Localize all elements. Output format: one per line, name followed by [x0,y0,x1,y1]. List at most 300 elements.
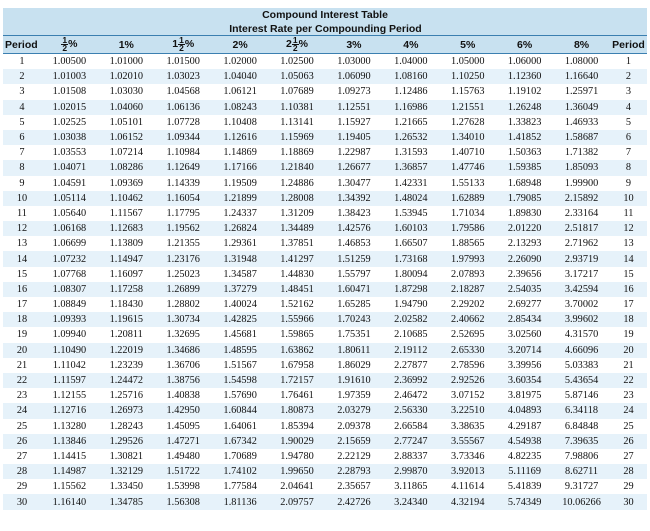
interest-factor-cell: 1.77584 [223,481,257,493]
interest-factor-cell: 1.21840 [269,160,326,175]
period-cell-right: 11 [623,207,634,219]
interest-factor-cell: 1.21665 [394,116,428,128]
interest-factor-cell: 4.82235 [507,450,542,462]
interest-factor-cell: 1.94780 [280,450,314,462]
interest-factor-cell: 2.27877 [394,359,428,371]
interest-factor-cell: 2.85434 [496,312,553,327]
interest-factor-cell: 1.72157 [269,373,326,388]
period-cell-left: 11 [17,207,27,219]
fraction-numerator: 1 [292,35,298,45]
period-cell-right: 26 [610,434,647,449]
interest-factor-cell: 2.07893 [451,268,485,280]
interest-factor-cell: 1.12716 [41,403,98,418]
period-cell-left: 3 [19,86,25,98]
interest-factor-cell: 1.16054 [155,191,212,206]
interest-factor-cell: 1.66507 [394,238,428,250]
interest-factor-cell: 1.56308 [155,494,212,509]
interest-factor-cell: 1.01508 [52,86,87,98]
interest-factor-cell: 3.38635 [451,420,485,432]
interest-factor-cell: 3.11865 [394,481,428,493]
interest-factor-cell: 1.15969 [269,130,326,145]
period-cell-right: 25 [623,420,634,432]
interest-factor-cell: 1.11567 [109,207,143,219]
interest-factor-cell: 5.03383 [564,359,599,371]
interest-factor-cell: 1.40024 [223,299,257,311]
interest-factor-cell: 2.33164 [564,207,599,219]
rate-header-1: 1% [98,36,155,54]
period-cell-left: 27 [16,450,28,462]
interest-factor-cell: 1.31593 [394,147,428,159]
period-cell-left: 30 [3,494,41,509]
interest-factor-cell: 1.71382 [564,147,599,159]
interest-factor-cell: 1.55797 [337,268,371,280]
interest-factor-cell: 1.73168 [382,251,439,266]
period-cell-right: 19 [623,329,634,341]
period-cell-left: 14 [3,251,41,266]
interest-factor-cell: 1.42576 [325,221,382,236]
interest-factor-cell: 1.41852 [496,130,553,145]
interest-factor-cell: 6.34118 [553,403,610,418]
interest-factor-cell: 1.14987 [41,464,98,479]
period-cell-right: 28 [610,464,647,479]
table-row [3,54,647,70]
period-cell-left: 8 [3,160,41,175]
interest-factor-cell: 3.99602 [553,312,610,327]
period-cell-right: 7 [625,147,632,159]
interest-factor-cell: 1.34392 [325,191,382,206]
table-row [3,130,647,145]
interest-factor-cell: 1.42825 [212,312,269,327]
interest-factor-cell: 1.34587 [223,268,257,280]
interest-factor-cell: 1.05063 [269,69,326,84]
rate-header-3: 2% [212,36,269,54]
interest-factor-cell: 1.10462 [98,191,155,206]
interest-factor-cell: 1.97359 [337,390,371,402]
table-title: Compound Interest Table [3,8,647,22]
interest-factor-cell: 1.23176 [155,251,212,266]
period-cell-right: 21 [623,359,634,371]
interest-factor-cell: 1.19102 [507,86,542,98]
interest-factor-cell: 5.87146 [564,390,599,402]
interest-factor-cell: 1.04071 [41,160,98,175]
interest-factor-cell: 1.48595 [212,343,269,358]
interest-factor-cell: 1.03553 [52,147,87,159]
period-cell-left: 26 [3,434,41,449]
rate-header-percent-sign: % [184,38,195,51]
period-cell-left: 6 [3,130,41,145]
period-cell-left: 1 [19,56,25,68]
interest-factor-cell: 1.51259 [325,251,382,266]
interest-factor-cell: 1.16097 [109,268,144,280]
interest-factor-cell: 1.34785 [98,494,155,509]
rate-header-9: 8% [553,36,610,54]
interest-factor-cell: 1.01000 [109,56,144,68]
interest-factor-cell: 1.49480 [166,450,200,462]
interest-factor-cell: 2.88337 [394,450,428,462]
rate-header-8: 6% [496,36,553,54]
interest-factor-cell: 1.42950 [155,403,212,418]
period-cell-right: 6 [610,130,647,145]
period-header-left: Period [3,36,41,54]
interest-factor-cell: 1.11597 [41,373,98,388]
interest-factor-cell: 1.02000 [223,56,257,68]
table-row [3,494,647,509]
period-cell-right: 5 [625,116,632,128]
period-cell-right: 15 [623,268,634,280]
interest-factor-cell: 1.87298 [382,282,439,297]
period-cell-left: 15 [16,268,28,280]
interest-factor-cell: 1.30734 [155,312,212,327]
interest-factor-cell: 1.06136 [155,100,212,115]
period-cell-right: 29 [623,481,634,493]
rate-header-4 [269,36,326,54]
interest-factor-cell: 1.59865 [280,329,314,341]
interest-factor-cell: 5.74349 [496,494,553,509]
interest-factor-cell: 3.92013 [439,464,496,479]
interest-factor-cell: 1.62889 [439,191,496,206]
interest-factor-cell: 1.19562 [155,221,212,236]
interest-factor-cell: 2.10685 [394,329,428,341]
period-cell-left: 25 [16,420,28,432]
interest-factor-cell: 2.22129 [337,450,371,462]
interest-factor-cell: 1.30821 [109,450,144,462]
interest-factor-cell: 1.05000 [451,56,485,68]
interest-factor-cell: 1.03038 [41,130,98,145]
interest-factor-cell: 2.09757 [269,494,326,509]
interest-factor-cell: 1.22987 [337,147,371,159]
interest-factor-cell: 3.42594 [553,282,610,297]
interest-factor-cell: 1.76461 [280,390,314,402]
interest-factor-cell: 1.05114 [41,191,98,206]
interest-factor-cell: 1.34686 [155,343,212,358]
interest-factor-cell: 4.32194 [439,494,496,509]
interest-factor-cell: 1.63862 [269,343,326,358]
interest-factor-cell: 1.12649 [155,160,212,175]
interest-factor-cell: 1.16640 [553,69,610,84]
interest-factor-cell: 1.05640 [52,207,87,219]
period-cell-right: 20 [610,343,647,358]
interest-factor-cell: 3.55567 [439,434,496,449]
interest-factor-cell: 1.24886 [280,177,314,189]
table-row [3,145,647,160]
interest-factor-cell: 1.15763 [451,86,485,98]
interest-factor-cell: 1.16140 [41,494,98,509]
rate-header-fraction [292,37,299,52]
period-cell-left: 4 [3,100,41,115]
interest-factor-cell: 2.52695 [451,329,485,341]
interest-factor-cell: 1.14869 [223,147,257,159]
period-cell-left: 19 [16,329,28,341]
interest-factor-cell: 1.07689 [280,86,314,98]
interest-factor-cell: 1.26824 [212,221,269,236]
interest-factor-cell: 2.46472 [394,390,428,402]
interest-factor-cell: 1.15927 [337,116,371,128]
rate-header-percent-sign: % [68,38,78,51]
interest-factor-cell: 2.35657 [337,481,371,493]
interest-factor-cell: 1.14415 [52,450,87,462]
period-cell-right: 17 [623,299,634,311]
interest-factor-cell: 1.10381 [269,100,326,115]
interest-factor-cell: 1.11042 [52,359,86,371]
interest-factor-cell: 2.29202 [451,299,485,311]
interest-factor-cell: 1.47746 [439,160,496,175]
period-cell-right: 2 [610,69,647,84]
table-subtitle: Interest Rate per Compounding Period [41,22,610,36]
interest-factor-cell: 2.36992 [382,373,439,388]
interest-factor-cell: 1.67342 [212,434,269,449]
table-row [3,464,647,479]
interest-factor-cell: 1.55966 [269,312,326,327]
interest-factor-cell: 1.99900 [564,177,599,189]
interest-factor-cell: 2.26090 [496,251,553,266]
interest-factor-cell: 1.20811 [109,329,143,341]
interest-factor-cell: 2.39656 [507,268,542,280]
interest-factor-cell: 1.86029 [337,359,371,371]
table-row [3,251,647,266]
period-cell-right: 9 [625,177,632,189]
interest-factor-cell: 1.89830 [507,207,542,219]
period-cell-left: 24 [3,403,41,418]
interest-factor-cell: 2.51817 [553,221,610,236]
rate-header-whole: 1 [172,38,179,51]
interest-factor-cell: 2.66584 [394,420,428,432]
interest-factor-cell: 1.26677 [325,160,382,175]
interest-factor-cell: 1.06121 [223,86,257,98]
interest-factor-cell: 2.99870 [382,464,439,479]
fraction-denominator: 2 [179,43,184,53]
interest-factor-cell: 1.10408 [223,116,257,128]
period-cell-left: 7 [19,147,25,159]
interest-factor-cell: 1.99650 [269,464,326,479]
interest-factor-cell: 1.21551 [439,100,496,115]
interest-factor-cell: 1.33450 [109,481,144,493]
interest-factor-cell: 2.15892 [553,191,610,206]
interest-factor-cell: 1.08160 [382,69,439,84]
interest-factor-cell: 1.68948 [507,177,542,189]
interest-factor-cell: 1.09273 [337,86,371,98]
period-cell-right: 13 [623,238,634,250]
table-row [3,479,647,494]
interest-factor-cell: 1.38756 [155,373,212,388]
interest-factor-cell: 2.28793 [325,464,382,479]
interest-factor-cell: 1.65285 [337,299,371,311]
interest-factor-cell: 1.31948 [212,251,269,266]
interest-factor-cell: 3.02560 [507,329,542,341]
interest-factor-cell: 1.03023 [155,69,212,84]
fraction-denominator: 2 [292,43,298,53]
interest-factor-cell: 1.46853 [337,238,371,250]
interest-factor-cell: 1.06152 [98,130,155,145]
interest-factor-cell: 1.40838 [166,390,200,402]
interest-factor-cell: 1.25971 [564,86,599,98]
fraction-denominator: 2 [62,43,68,53]
interest-factor-cell: 1.13141 [280,116,314,128]
interest-factor-cell: 1.53998 [166,481,200,493]
interest-factor-cell: 1.02010 [98,69,155,84]
interest-factor-cell: 1.26899 [155,282,212,297]
interest-factor-cell: 1.09369 [109,177,144,189]
fraction-numerator: 1 [62,35,68,45]
interest-factor-cell: 1.00500 [52,56,87,68]
interest-factor-cell: 1.45095 [166,420,200,432]
interest-factor-cell: 7.39635 [553,434,610,449]
interest-factor-cell: 3.39956 [507,359,542,371]
table-row [3,388,647,403]
period-cell-right: 22 [610,373,647,388]
interest-factor-cell: 8.62711 [553,464,610,479]
interest-factor-cell: 1.48024 [382,191,439,206]
interest-factor-cell: 4.11614 [451,481,485,493]
interest-factor-cell: 1.32129 [98,464,155,479]
period-cell-left: 2 [3,69,41,84]
fraction-numerator: 1 [179,35,184,45]
table-body [3,54,647,510]
interest-factor-cell: 1.52162 [280,299,314,311]
interest-factor-cell: 1.25023 [166,268,200,280]
interest-factor-cell: 1.13280 [52,420,87,432]
period-cell-right: 18 [610,312,647,327]
interest-factor-cell: 1.36049 [553,100,610,115]
table-row [3,221,647,236]
interest-factor-cell: 1.50363 [507,147,542,159]
period-cell-right: 1 [625,56,632,68]
interest-factor-cell: 9.31727 [564,481,599,493]
interest-factor-cell: 1.16986 [382,100,439,115]
interest-factor-cell: 1.12616 [212,130,269,145]
interest-factor-cell: 1.21899 [212,191,269,206]
interest-factor-cell: 1.42331 [394,177,428,189]
interest-factor-cell: 2.56330 [382,403,439,418]
period-cell-left: 16 [3,282,41,297]
interest-factor-cell: 2.13293 [507,238,542,250]
table-row [3,434,647,449]
interest-factor-cell: 1.10984 [166,147,200,159]
interest-factor-cell: 1.25716 [109,390,144,402]
table-row [3,312,647,327]
interest-factor-cell: 1.60471 [325,282,382,297]
interest-factor-cell: 1.30477 [337,177,371,189]
interest-factor-cell: 1.06699 [52,238,87,250]
interest-factor-cell: 1.37851 [280,238,314,250]
table-row [3,191,647,206]
interest-factor-cell: 1.15562 [52,481,87,493]
interest-factor-cell: 1.71034 [451,207,485,219]
interest-factor-cell: 1.26532 [382,130,439,145]
interest-factor-cell: 1.17795 [166,207,200,219]
interest-factor-cell: 1.70243 [325,312,382,327]
table-row [3,236,647,251]
table-row [3,176,647,191]
interest-factor-cell: 1.19405 [325,130,382,145]
interest-factor-cell: 1.06000 [507,56,542,68]
interest-factor-cell: 1.48451 [269,282,326,297]
interest-factor-cell: 2.03279 [325,403,382,418]
interest-factor-cell: 1.10250 [439,69,496,84]
interest-factor-cell: 1.70689 [223,450,257,462]
interest-factor-cell: 2.04641 [280,481,314,493]
period-cell-left: 18 [3,312,41,327]
interest-factor-cell: 2.92526 [439,373,496,388]
interest-factor-cell: 2.02582 [382,312,439,327]
interest-factor-cell: 1.28008 [269,191,326,206]
interest-factor-cell: 1.47271 [155,434,212,449]
interest-factor-cell: 4.29187 [507,420,542,432]
interest-factor-cell: 1.81136 [212,494,269,509]
interest-factor-cell: 1.94790 [394,299,428,311]
interest-factor-cell: 6.84848 [564,420,599,432]
interest-factor-cell: 1.33823 [507,116,542,128]
period-cell-right: 16 [610,282,647,297]
interest-factor-cell: 2.01220 [496,221,553,236]
compound-interest-table [3,8,647,510]
interest-factor-cell: 1.09940 [52,329,87,341]
interest-factor-cell: 1.80873 [269,403,326,418]
interest-factor-cell: 1.09393 [41,312,98,327]
interest-factor-cell: 2.69277 [507,299,542,311]
interest-factor-cell: 1.90029 [269,434,326,449]
interest-factor-cell: 1.34010 [439,130,496,145]
interest-factor-cell: 1.17166 [212,160,269,175]
interest-factor-cell: 1.54598 [212,373,269,388]
interest-factor-cell: 1.28243 [109,420,144,432]
table-row [3,267,647,282]
interest-factor-cell: 1.38423 [337,207,371,219]
interest-factor-cell: 1.19615 [98,312,155,327]
period-cell-right: 10 [610,191,647,206]
interest-factor-cell: 7.98806 [564,450,599,462]
interest-factor-cell: 1.31209 [280,207,314,219]
interest-factor-cell: 1.04000 [394,56,428,68]
interest-factor-cell: 1.51567 [223,359,257,371]
interest-factor-cell: 2.93719 [553,251,610,266]
interest-factor-cell: 1.44830 [280,268,314,280]
table-row [3,69,647,84]
interest-factor-cell: 1.67958 [280,359,314,371]
rate-header-percent-sign: % [298,38,308,51]
rate-header-fraction [178,37,185,52]
table-row [3,327,647,342]
interest-factor-cell: 1.06090 [325,69,382,84]
interest-factor-cell: 10.06266 [553,494,610,509]
period-cell-left: 22 [3,373,41,388]
table-row [3,160,647,175]
rate-header-6: 4% [382,36,439,54]
table-row [3,358,647,373]
interest-factor-cell: 1.24472 [98,373,155,388]
interest-factor-cell: 1.85394 [280,420,314,432]
table-row [3,84,647,99]
rate-header-2 [155,36,212,54]
interest-factor-cell: 1.60844 [212,403,269,418]
interest-factor-cell: 1.22019 [98,343,155,358]
period-cell-right: 3 [625,86,632,98]
interest-factor-cell: 3.73346 [451,450,485,462]
interest-factor-cell: 4.31570 [564,329,599,341]
interest-factor-cell: 3.17217 [564,268,599,280]
table-row [3,449,647,464]
interest-factor-cell: 1.02500 [280,56,314,68]
period-cell-left: 29 [16,481,28,493]
interest-factor-cell: 1.29526 [98,434,155,449]
interest-factor-cell: 1.08286 [98,160,155,175]
interest-factor-cell: 1.34489 [269,221,326,236]
period-cell-right: 30 [610,494,647,509]
interest-factor-cell: 1.36706 [166,359,200,371]
rate-header-whole: 2 [286,38,292,51]
interest-factor-cell: 1.37279 [212,282,269,297]
interest-factor-cell: 4.54938 [496,434,553,449]
interest-factor-cell: 1.12360 [496,69,553,84]
